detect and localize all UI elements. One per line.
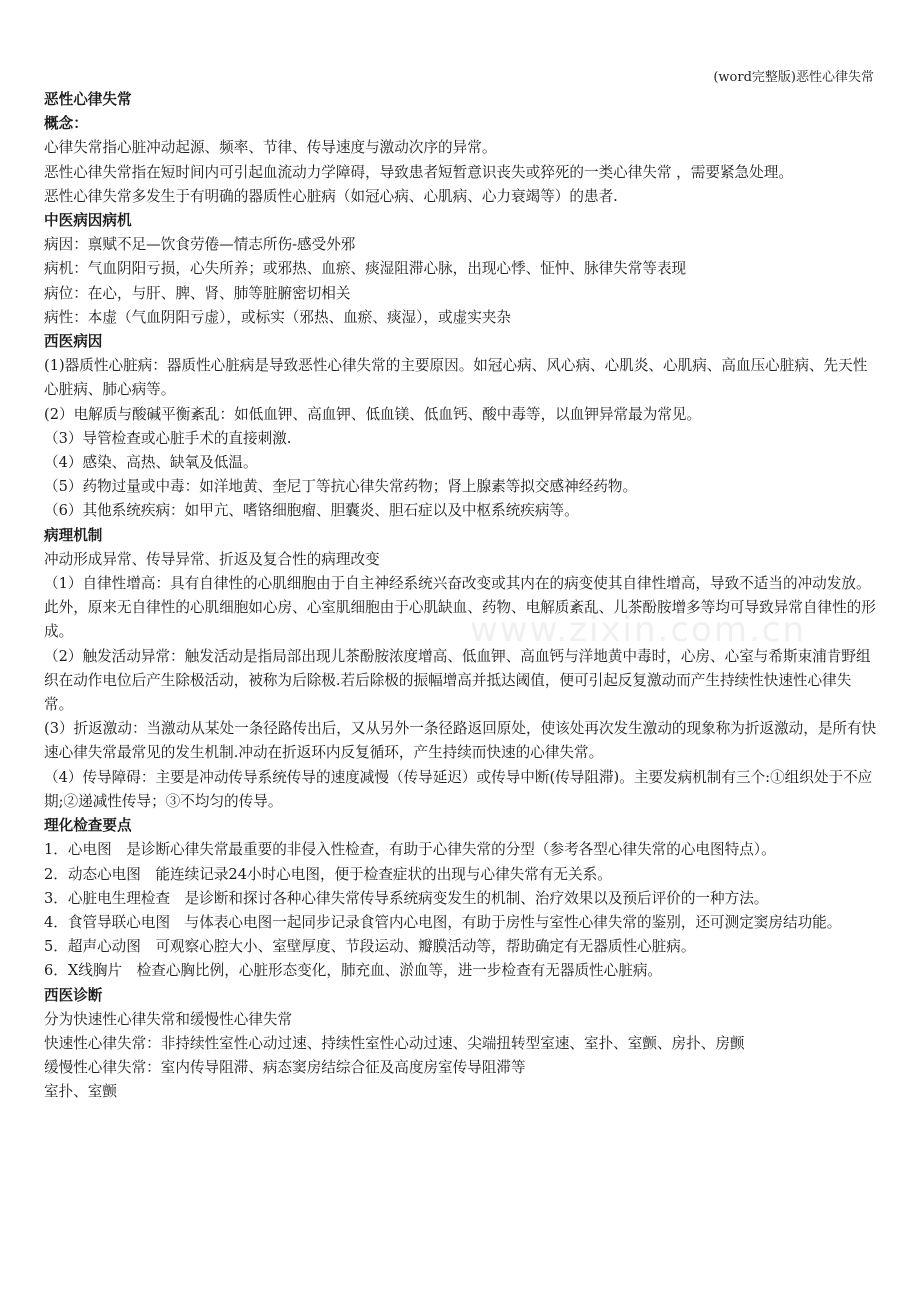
paragraph: （4）感染、高热、缺氧及低温。 — [44, 454, 258, 472]
watermark: www.zixin.com.cn — [470, 610, 806, 650]
paragraph: (3）折返激动：当激动从某处一条径路传出后，又从另外一条径路返回原处，使该处再次发生激动的现象称为折返激动，是所有快速心律失常最常见的发生机制.冲动在折返环内反复循环，产生持续而快速的心律失常。 — [44, 720, 877, 762]
paragraph: （3）导管检查或心脏手术的直接刺激. — [44, 429, 292, 447]
paragraph: 2．动态心电图 能连续记录24小时心电图，便于检查症状的出现与心律失常有无关系。 — [44, 865, 612, 883]
paragraph: （5）药物过量或中毒：如洋地黄、奎尼丁等抗心律失常药物；肾上腺素等拟交感神经药物。 — [44, 478, 638, 496]
paragraph: 病因：禀赋不足—饮食劳倦—情志所伤-感受外邪 — [44, 236, 356, 254]
paragraph: 病位：在心，与肝、脾、肾、肺等脏腑密切相关 — [44, 284, 351, 302]
paragraph: 病机：气血阴阳亏损，心失所养；或邪热、血瘀、痰湿阻滞心脉，出现心悸、怔忡、脉律失常等表现 — [44, 260, 687, 278]
paragraph: 1．心电图 是诊断心律失常最重要的非侵入性检查，有助于心律失常的分型（参考各型心律失常的心电图特点）。 — [44, 841, 776, 859]
paragraph: （1）自律性增高：具有自律性的心肌细胞由于自主神经系统兴奋改变或其内在的病变使其自律性增高，导致不适当的冲动发放。此外，原来无自律性的心肌细胞如心房、心室肌细胞由于心肌缺血、药物、电解质紊乱、儿茶酚胺增多等均可导致异常自律性的形成。 — [44, 575, 876, 641]
paragraph: 快速性心律失常：非持续性室性心动过速、持续性室性心动过速、尖端扭转型室速、室扑、室颤、房扑、房颤 — [44, 1034, 745, 1052]
section-heading: 西医诊断 — [44, 986, 103, 1004]
section-heading: 理化检查要点 — [44, 817, 132, 835]
section-heading: 概念： — [44, 115, 88, 133]
paragraph: 分为快速性心律失常和缓慢性心律失常 — [44, 1010, 293, 1028]
paragraph: 4．食管导联心电图 与体表心电图一起同步记录食管内心电图，有助于房性与室性心律失常的鉴别，还可测定窦房结功能。 — [44, 913, 842, 931]
section-heading: 西医病因 — [44, 333, 103, 351]
paragraph: （2）触发活动异常：触发活动是指局部出现儿茶酚胺浓度增高、低血钾、高血钙与洋地黄中毒时，心房、心室与希斯束浦肯野组织在动作电位后产生除极活动，被称为后除极.若后除极的振幅增高并抵达阈值，便可引起反复激动而产生持续性快速性心律失常。 — [44, 647, 871, 714]
paragraph: 室扑、室颤 — [44, 1083, 117, 1101]
paragraph: 恶性心律失常多发生于有明确的器质性心脏病（如冠心病、心肌病、心力衰竭等）的患者. — [44, 187, 618, 205]
paragraph: 恶性心律失常指在短时间内可引起血流动力学障碍，导致患者短暂意识丧失或猝死的一类心律失常 ，需要紧急处理。 — [44, 163, 793, 181]
section-heading: 恶性心律失常 — [44, 91, 132, 108]
paragraph: (1)器质性心脏病：器质性心脏病是导致恶性心律失常的主要原因。如冠心病、风心病、心肌炎、心肌病、高血压心脏病、先天性心脏病、肺心病等。 — [44, 357, 868, 399]
paragraph: 冲动形成异常、传导异常、折返及复合性的病理改变 — [44, 550, 380, 568]
paragraph: 心律失常指心脏冲动起源、频率、节律、传导速度与激动次序的异常。 — [44, 139, 497, 157]
document-body — [44, 88, 880, 1105]
paragraph: （4）传导障碍：主要是冲动传导系统传导的速度减慢（传导延迟）或传导中断(传导阻滞)。主要发病机制有三个:①组织处于不应期;②递减性传导；③不均匀的传导。 — [44, 768, 873, 810]
paragraph: (2）电解质与酸碱平衡紊乱：如低血钾、高血钾、低血镁、低血钙、酸中毒等，以血钾异常最为常见。 — [44, 405, 702, 423]
paragraph: 病性：本虚（气血阴阳亏虚），或标实（邪热、血瘀、痰湿），或虚实夹杂 — [44, 308, 511, 326]
paragraph: 5．超声心动图 可观察心腔大小、室壁厚度、节段运动、瓣膜活动等，帮助确定有无器质性心脏病。 — [44, 938, 696, 956]
paragraph: 3．心脏电生理检查 是诊断和探讨各种心律失常传导系统病变发生的机制、治疗效果以及预后评价的一种方法。 — [44, 889, 769, 907]
paragraph: （6）其他系统疾病：如甲亢、嗜铬细胞瘤、胆囊炎、胆石症以及中枢系统疾病等。 — [44, 502, 579, 520]
paragraph: 缓慢性心律失常：室内传导阻滞、病态窦房结综合征及高度房室传导阻滞等 — [44, 1059, 526, 1077]
paragraph: 6．X线胸片 检查心胸比例，心脏形态变化，肺充血、淤血等，进一步检查有无器质性心脏病。 — [44, 962, 663, 980]
page-header: (word完整版)恶性心律失常 — [713, 70, 874, 85]
section-heading: 病理机制 — [44, 526, 103, 544]
section-heading: 中医病因病机 — [44, 212, 132, 230]
